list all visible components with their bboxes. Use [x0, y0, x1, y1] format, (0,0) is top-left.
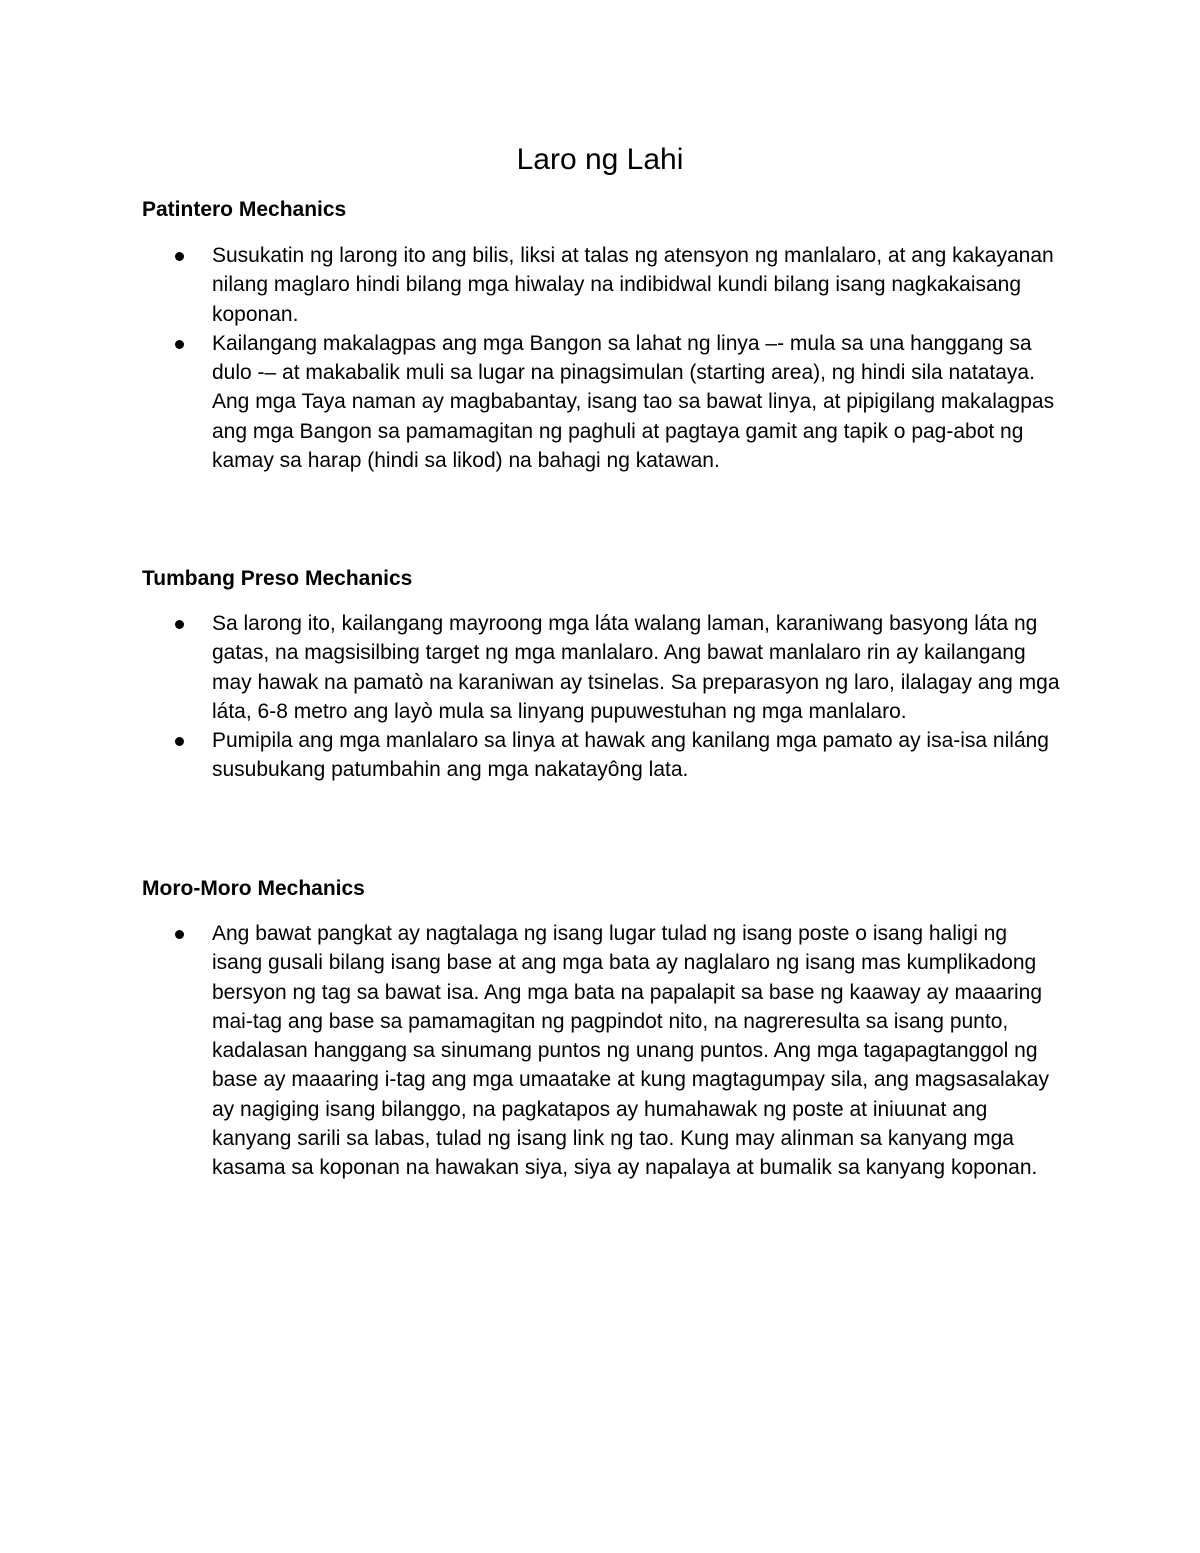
page-title: Laro ng Lahi: [516, 143, 684, 176]
bullet-icon: [175, 737, 184, 746]
bullet-text: Ang bawat pangkat ay nagtalaga ng isang lugar tulad ng isang poste o isang haligi ng isang gusali bilang isang base at ang mga bata ay naglalaro ng isang mas kumplikadong bersyon ng tag sa bawat isa. Ang mga bata na papalapit sa base ng kaaway ay maaaring mai-tag ang base sa pamamagitan ng pagpindot nito, na nagreresulta sa isang punto, kadalasan hanggang sa sinumang puntos ng unang puntos. Ang mga tagapagtanggol ng base ay maaaring i-tag ang mga umaatake at kung magtagumpay sila, ang magsasalakay ay nagiging isang bilanggo, na pagkatapos ay humahawak ng poste at iniuunat ang kanyang sarili sa labas, tulad ng isang link ng tao. Kung may alinman sa kanyang mga kasama sa koponan na hawakan siya, siya ay napalaya at bumalik sa kanyang koponan.: [212, 922, 1049, 1180]
bullet-icon: [175, 340, 184, 349]
list-item: [142, 609, 1062, 726]
section-heading-moro-moro: Moro-Moro Mechanics: [142, 877, 365, 900]
bullet-text: Kailangang makalagpas ang mga Bangon sa lahat ng linya –- mula sa una hanggang sa dulo -– at makabalik muli sa lugar na pinagsimulan (starting area), ng hindi sila natataya. Ang mga Taya naman ay magbabantay, isang tao sa bawat linya, at pipigilang makalagpas ang mga Bangon sa pamamagitan ng paghuli at pagtaya gamit ang tapik o pag-abot ng kamay sa harap (hindi sa likod) na bahagi ng katawan.: [212, 331, 1055, 473]
bullet-list-moro-moro: [142, 919, 1062, 1183]
list-item: [142, 726, 1062, 785]
bullet-icon: [175, 252, 184, 261]
list-item: [142, 919, 1062, 1183]
section-heading-tumbang-preso: Tumbang Preso Mechanics: [142, 567, 413, 590]
bullet-icon: [175, 620, 184, 629]
list-item: [142, 241, 1062, 329]
bullet-text: Pumipila ang mga manlalaro sa linya at hawak ang kanilang mga pamato ay isa-isa niláng susubukang patumbahin ang mga nakatayông lata.: [212, 729, 1049, 782]
list-item: [142, 329, 1062, 475]
bullet-text: Sa larong ito, kailangang mayroong mga láta walang laman, karaniwang basyong láta ng gatas, na magsisilbing target ng mga manlalaro. Ang bawat manlalaro rin ay kailangang may hawak na pamatò na karaniwan ay tsinelas. Sa preparasyon ng laro, ilalagay ang mga láta, 6-8 metro ang layò mula sa linyang pupuwestuhan ng mga manlalaro.: [212, 612, 1060, 723]
bullet-text: Susukatin ng larong ito ang bilis, liksi at talas ng atensyon ng manlalaro, at ang kakayanan nilang maglaro hindi bilang mga hiwalay na indibidwal kundi bilang isang nagkakaisang koponan.: [212, 244, 1054, 326]
bullet-icon: [175, 930, 184, 939]
bullet-list-patintero: [142, 241, 1062, 475]
section-heading-patintero: Patintero Mechanics: [142, 198, 347, 221]
bullet-list-tumbang-preso: [142, 609, 1062, 785]
